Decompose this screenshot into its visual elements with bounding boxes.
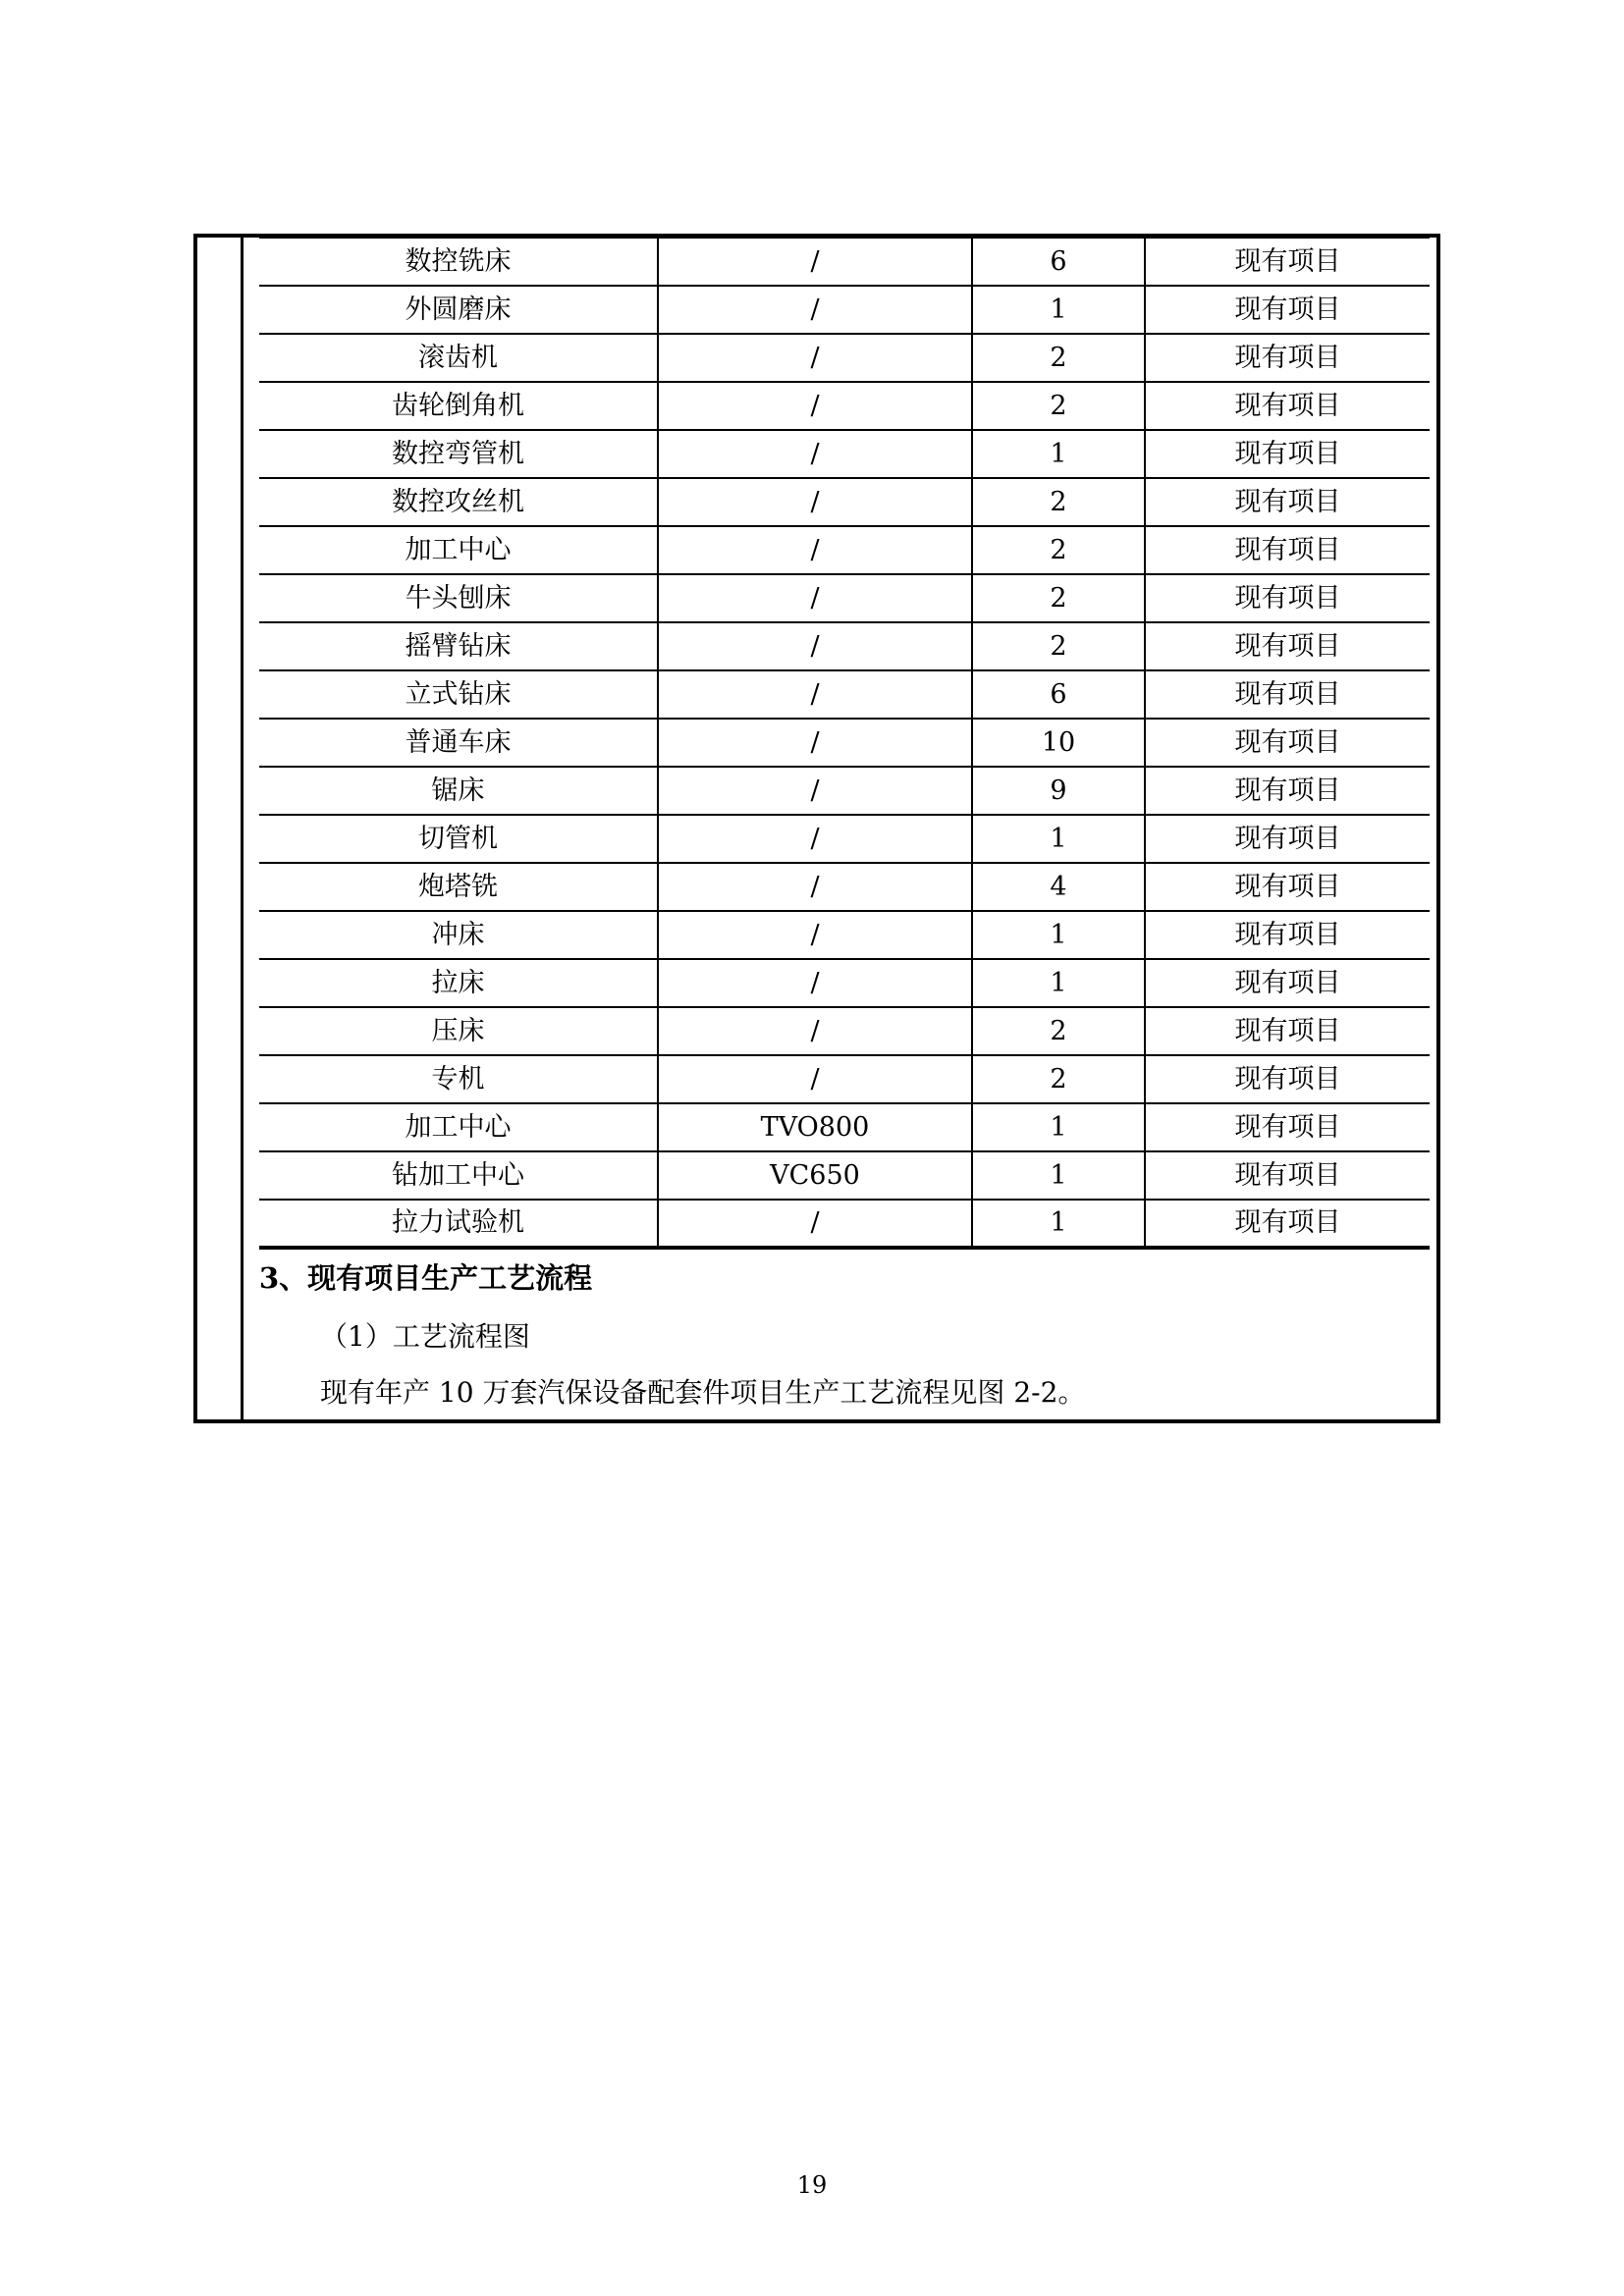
- equipment-name-cell: 齿轮倒角机: [259, 382, 658, 430]
- equipment-name-cell: 数控攻丝机: [259, 478, 658, 526]
- equipment-name-cell: 专机: [259, 1055, 658, 1103]
- table-row: [259, 478, 1430, 526]
- equipment-name-cell: 数控弯管机: [259, 430, 658, 478]
- model-cell: /: [658, 959, 972, 1007]
- quantity-cell: 1: [972, 815, 1145, 863]
- equipment-name-cell: 滚齿机: [259, 334, 658, 382]
- model-cell: /: [658, 622, 972, 670]
- note-cell: 现有项目: [1145, 911, 1430, 959]
- table-row: [259, 670, 1430, 719]
- model-cell: /: [658, 574, 972, 622]
- note-cell: 现有项目: [1145, 238, 1430, 286]
- note-cell: 现有项目: [1145, 670, 1430, 719]
- model-cell: /: [658, 1055, 972, 1103]
- left-column-divider: [241, 234, 244, 1423]
- equipment-name-cell: 拉床: [259, 959, 658, 1007]
- table-row: [259, 334, 1430, 382]
- quantity-cell: 1: [972, 1103, 1145, 1151]
- equipment-name-cell: 普通车床: [259, 719, 658, 767]
- page-number: 19: [796, 2171, 828, 2199]
- quantity-cell: 6: [972, 670, 1145, 719]
- table-row: [259, 1151, 1430, 1200]
- quantity-cell: 2: [972, 622, 1145, 670]
- body-paragraph: 现有年产 10 万套汽保设备配套件项目生产工艺流程见图 2-2。: [320, 1376, 1086, 1409]
- quantity-cell: 2: [972, 478, 1145, 526]
- equipment-name-cell: 外圆磨床: [259, 286, 658, 334]
- note-cell: 现有项目: [1145, 1200, 1430, 1248]
- quantity-cell: 2: [972, 1007, 1145, 1055]
- table-row: [259, 1103, 1430, 1151]
- note-cell: 现有项目: [1145, 430, 1430, 478]
- quantity-cell: 1: [972, 1151, 1145, 1200]
- equipment-name-cell: 钻加工中心: [259, 1151, 658, 1200]
- quantity-cell: 1: [972, 286, 1145, 334]
- table-row: [259, 767, 1430, 815]
- table-row: [259, 526, 1430, 574]
- quantity-cell: 2: [972, 574, 1145, 622]
- quantity-cell: 9: [972, 767, 1145, 815]
- note-cell: 现有项目: [1145, 1151, 1430, 1200]
- table-row: [259, 430, 1430, 478]
- quantity-cell: 1: [972, 911, 1145, 959]
- model-cell: /: [658, 1007, 972, 1055]
- table-row: [259, 815, 1430, 863]
- model-cell: /: [658, 719, 972, 767]
- table-row: [259, 1055, 1430, 1103]
- model-cell: /: [658, 1200, 972, 1248]
- note-cell: 现有项目: [1145, 719, 1430, 767]
- model-cell: /: [658, 334, 972, 382]
- table-row: [259, 286, 1430, 334]
- note-cell: 现有项目: [1145, 478, 1430, 526]
- model-cell: /: [658, 478, 972, 526]
- model-cell: TVO800: [658, 1103, 972, 1151]
- quantity-cell: 1: [972, 959, 1145, 1007]
- note-cell: 现有项目: [1145, 286, 1430, 334]
- equipment-name-cell: 炮塔铣: [259, 863, 658, 911]
- equipment-name-cell: 牛头刨床: [259, 574, 658, 622]
- model-cell: /: [658, 382, 972, 430]
- equipment-name-cell: 加工中心: [259, 1103, 658, 1151]
- model-cell: /: [658, 911, 972, 959]
- table-row: [259, 719, 1430, 767]
- note-cell: 现有项目: [1145, 767, 1430, 815]
- quantity-cell: 2: [972, 382, 1145, 430]
- sub-heading: （1）工艺流程图: [320, 1320, 530, 1353]
- table-row: [259, 382, 1430, 430]
- equipment-name-cell: 冲床: [259, 911, 658, 959]
- note-cell: 现有项目: [1145, 526, 1430, 574]
- table-row: [259, 1200, 1430, 1248]
- quantity-cell: 4: [972, 863, 1145, 911]
- quantity-cell: 1: [972, 430, 1145, 478]
- quantity-cell: 2: [972, 1055, 1145, 1103]
- equipment-name-cell: 摇臂钻床: [259, 622, 658, 670]
- table-row: [259, 238, 1430, 286]
- table-row: [259, 574, 1430, 622]
- quantity-cell: 1: [972, 1200, 1145, 1248]
- equipment-name-cell: 拉力试验机: [259, 1200, 658, 1248]
- equipment-name-cell: 切管机: [259, 815, 658, 863]
- model-cell: /: [658, 526, 972, 574]
- model-cell: /: [658, 767, 972, 815]
- table-row: [259, 959, 1430, 1007]
- note-cell: 现有项目: [1145, 1055, 1430, 1103]
- note-cell: 现有项目: [1145, 863, 1430, 911]
- quantity-cell: 6: [972, 238, 1145, 286]
- note-cell: 现有项目: [1145, 622, 1430, 670]
- note-cell: 现有项目: [1145, 334, 1430, 382]
- quantity-cell: 10: [972, 719, 1145, 767]
- quantity-cell: 2: [972, 526, 1145, 574]
- note-cell: 现有项目: [1145, 1103, 1430, 1151]
- model-cell: /: [658, 238, 972, 286]
- table-row: [259, 911, 1430, 959]
- table-row: [259, 1007, 1430, 1055]
- table-row: [259, 863, 1430, 911]
- note-cell: 现有项目: [1145, 382, 1430, 430]
- model-cell: VC650: [658, 1151, 972, 1200]
- equipment-table-body: [259, 238, 1430, 1248]
- model-cell: /: [658, 286, 972, 334]
- model-cell: /: [658, 863, 972, 911]
- equipment-name-cell: 锯床: [259, 767, 658, 815]
- equipment-table: [259, 236, 1430, 1250]
- equipment-name-cell: 数控铣床: [259, 238, 658, 286]
- table-row: [259, 622, 1430, 670]
- note-cell: 现有项目: [1145, 959, 1430, 1007]
- model-cell: /: [658, 670, 972, 719]
- model-cell: /: [658, 815, 972, 863]
- quantity-cell: 2: [972, 334, 1145, 382]
- section-heading: 3、现有项目生产工艺流程: [259, 1261, 593, 1295]
- equipment-name-cell: 立式钻床: [259, 670, 658, 719]
- equipment-name-cell: 压床: [259, 1007, 658, 1055]
- equipment-name-cell: 加工中心: [259, 526, 658, 574]
- note-cell: 现有项目: [1145, 815, 1430, 863]
- note-cell: 现有项目: [1145, 574, 1430, 622]
- model-cell: /: [658, 430, 972, 478]
- note-cell: 现有项目: [1145, 1007, 1430, 1055]
